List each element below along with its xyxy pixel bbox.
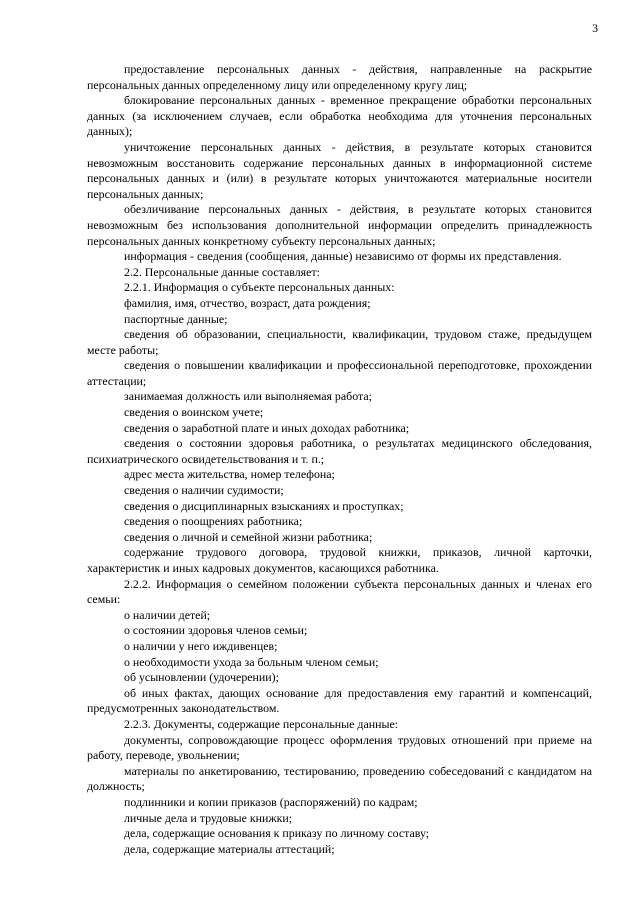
list-item: дела, содержащие основания к приказу по личному составу; — [124, 826, 430, 841]
list-item: сведения о заработной плате и иных доходах работника; — [124, 420, 410, 435]
paragraph: блокирование персональных данных - временное прекращение обработки персональных данных (за исключением случаев, если обработка необходима для уточнения персональных данных); — [87, 93, 592, 139]
list-item: адрес места жительства, номер телефона; — [124, 467, 335, 482]
list-item: сведения о личной и семейной жизни работника; — [124, 529, 373, 544]
list-item: занимаемая должность или выполняемая работа; — [124, 389, 372, 404]
list-item: сведения о наличии судимости; — [124, 483, 284, 498]
list-item: сведения о воинском учете; — [124, 405, 264, 420]
list-item: сведения о состоянии здоровья работника, о результатах медицинского обследования, психиатрического освидетельствования и т. п.; — [87, 436, 592, 466]
list-item: об иных фактах, дающих основание для предоставления ему гарантий и компенсаций, предусмотренных законодательством. — [87, 685, 592, 716]
list-item: подлинники и копии приказов (распоряжений) по кадрам; — [124, 794, 418, 809]
list-item: содержание трудового договора, трудовой книжки, приказов, личной карточки, характеристик и иных кадровых документов, касающихся работника. — [87, 545, 592, 575]
list-item: личные дела и трудовые книжки; — [124, 810, 293, 825]
paragraph: уничтожение персональных данных - действия, в результате которых становится невозможным восстановить содержание персональных данных в информационной системе персональных данных и (или) в результате которых уничтожаются материальные носители персональных данных; — [87, 139, 592, 201]
list-item: материалы по анкетированию, тестированию, проведению собеседований с кандидатом на должность; — [87, 763, 592, 794]
paragraph: предоставление персональных данных - действия, направленные на раскрытие персональных данных определенному лицу или определенному кругу лиц; — [87, 62, 592, 92]
list-item: документы, сопровождающие процесс оформления трудовых отношений при приеме на работу, переводе, увольнении; — [87, 732, 592, 763]
paragraph: информация - сведения (сообщения, данные) независимо от формы их представления. — [124, 249, 562, 264]
list-item: сведения о поощрениях работника; — [124, 514, 303, 529]
list-item: о наличии детей; — [124, 607, 211, 622]
section-heading: 2.2. Персональные данные составляет: — [124, 264, 320, 279]
list-item: об усыновлении (удочерении); — [124, 670, 279, 685]
list-item: сведения о дисциплинарных взысканиях и проступках; — [124, 498, 404, 513]
subsection-heading: 2.2.1. Информация о субъекте персональных данных: — [124, 280, 395, 295]
list-item: паспортные данные; — [124, 311, 228, 326]
page-body — [87, 62, 592, 857]
list-item: сведения о повышении квалификации и профессиональной переподготовке, прохождении аттестации; — [87, 358, 592, 388]
list-item: о наличии у него иждивенцев; — [124, 638, 278, 653]
list-item: фамилия, имя, отчество, возраст, дата рождения; — [124, 295, 371, 310]
list-item: о необходимости ухода за больным членом семьи; — [124, 654, 379, 669]
list-item: дела, содержащие материалы аттестаций; — [124, 841, 335, 856]
subsection-heading: 2.2.3. Документы, содержащие персональные данные: — [124, 716, 399, 731]
list-item: сведения об образовании, специальности, квалификации, трудовом стаже, предыдущем месте работы; — [87, 327, 592, 357]
page-number: 3 — [592, 23, 598, 35]
list-item: о состоянии здоровья членов семьи; — [124, 623, 308, 638]
subsection-heading: 2.2.2. Информация о семейном положении субъекта персональных данных и членах его семьи: — [87, 576, 592, 607]
paragraph: обезличивание персональных данных - действия, в результате которых становится невозможным без использования дополнительной информации определить принадлежность персональных данных конкретному субъекту персональных данных; — [87, 202, 592, 248]
